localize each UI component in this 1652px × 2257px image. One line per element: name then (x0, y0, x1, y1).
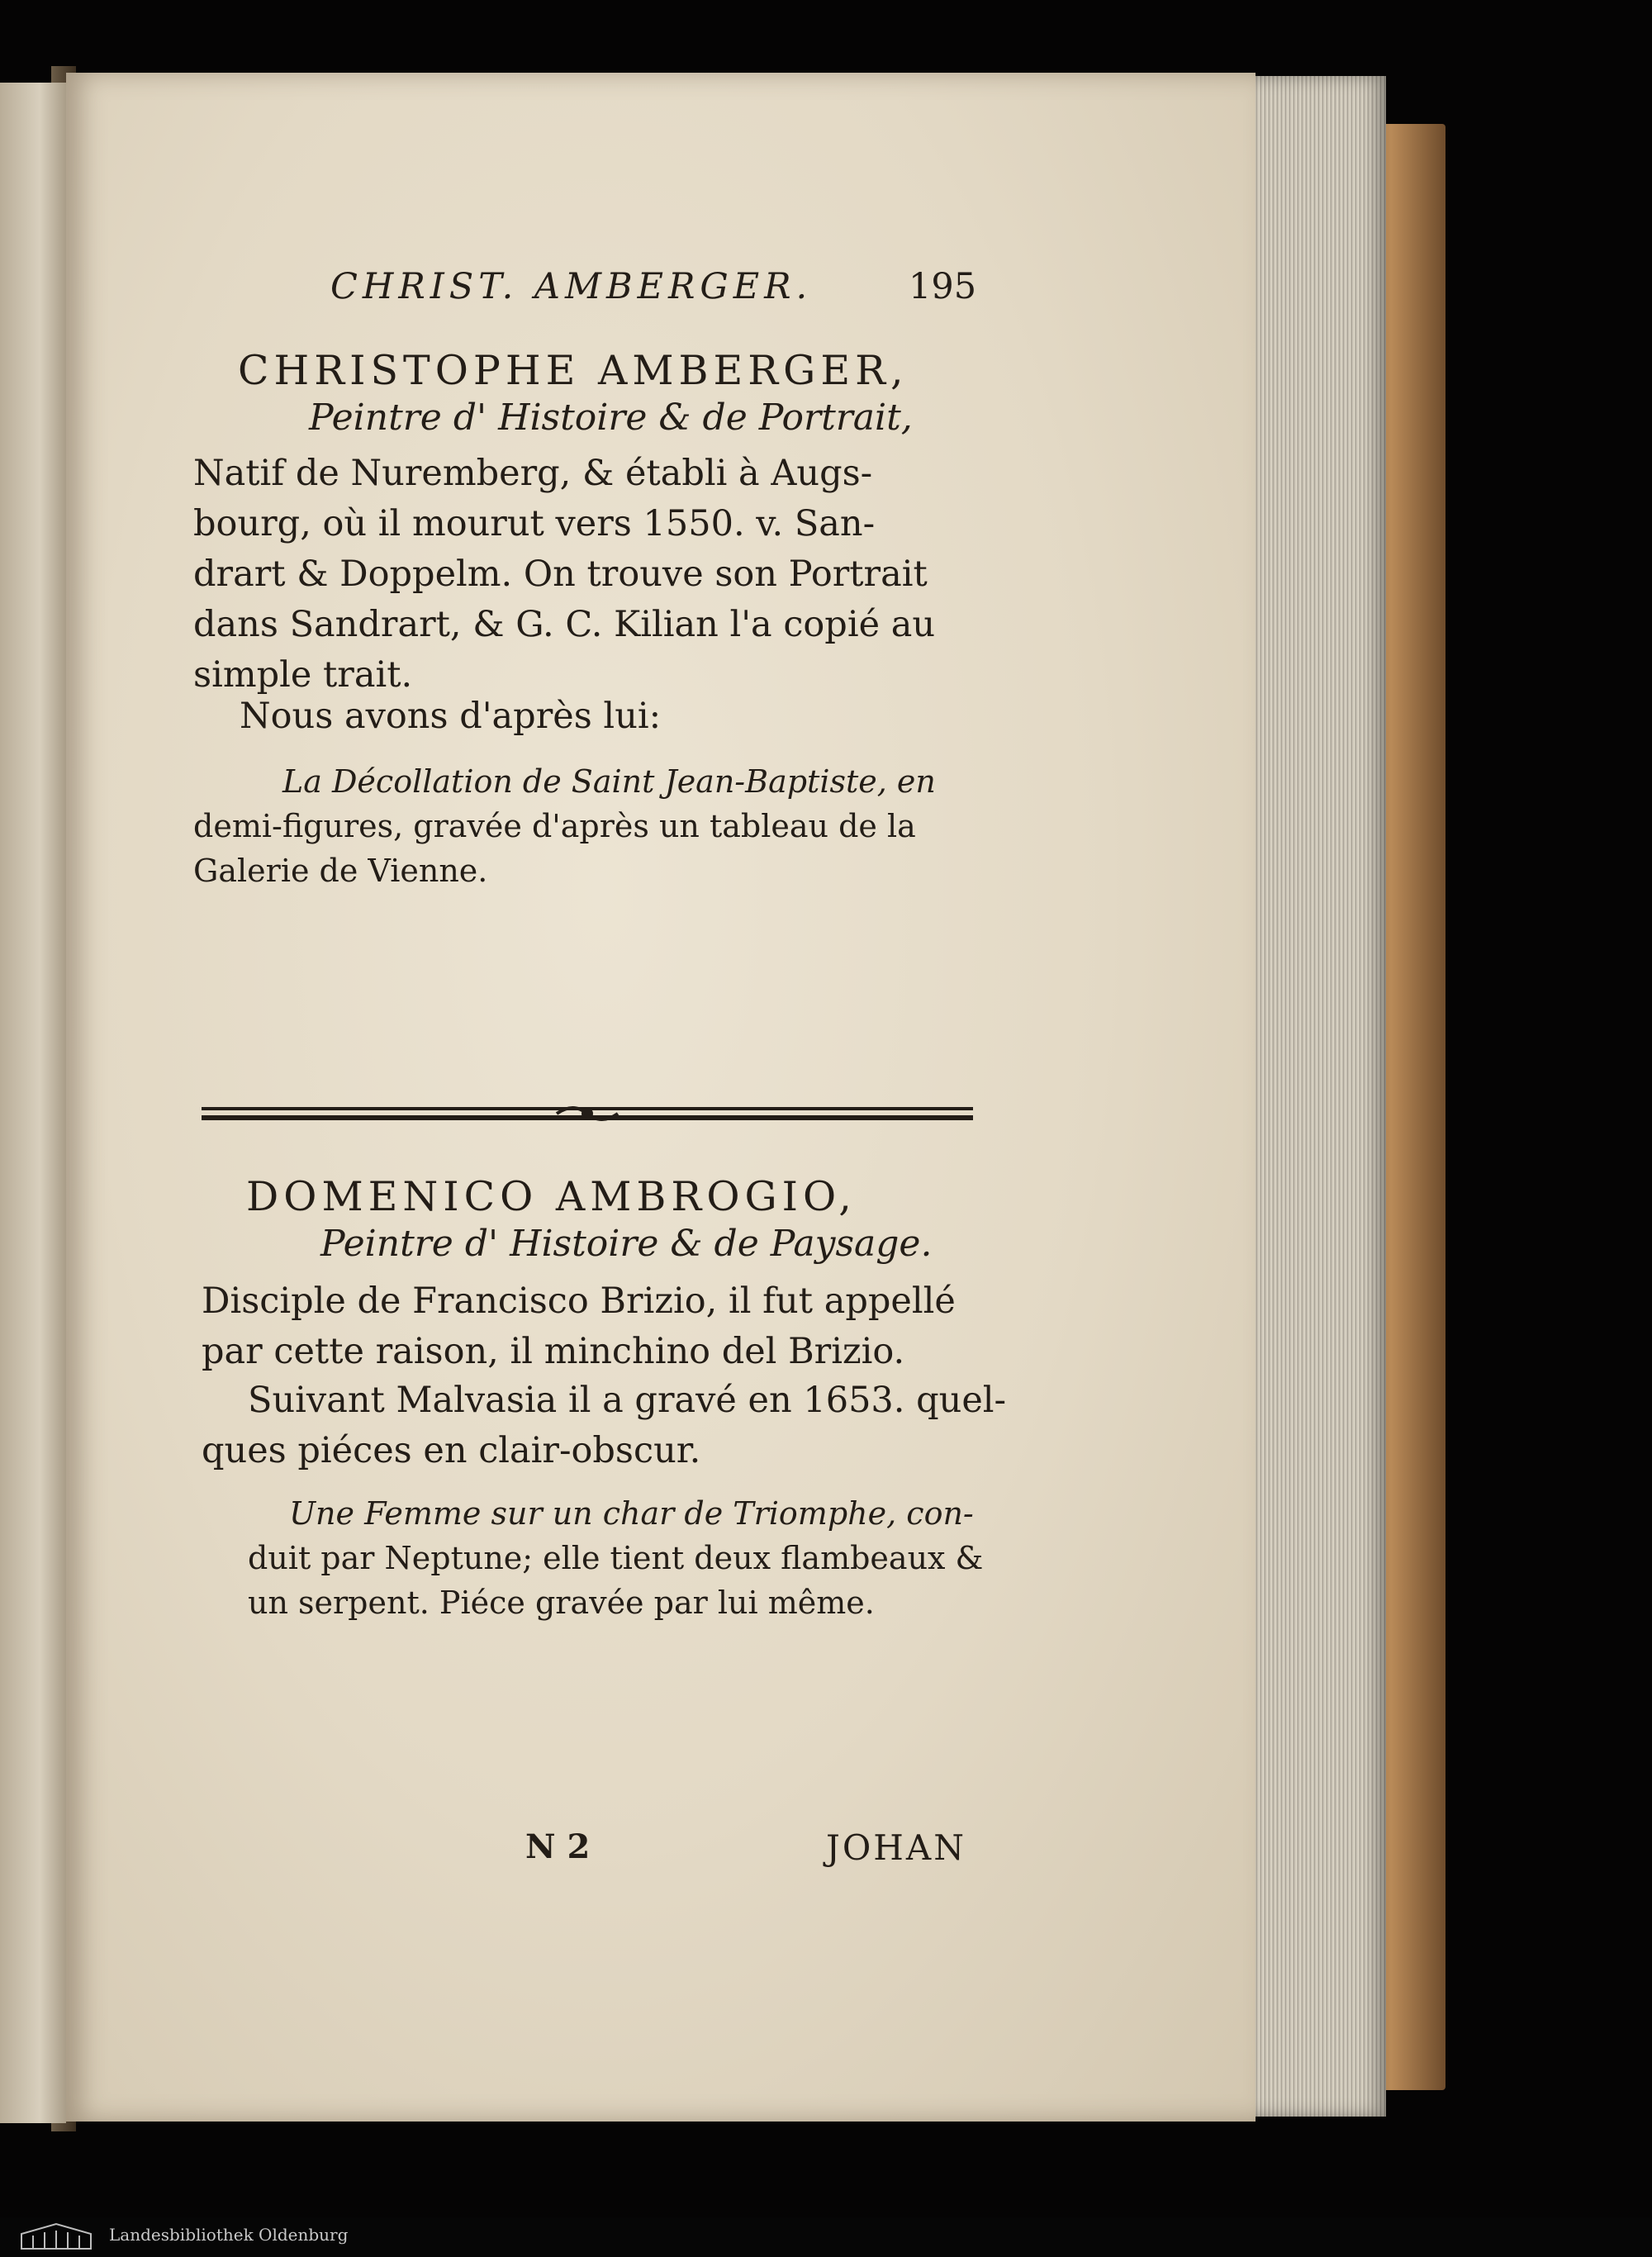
entry-intro: Nous avons d'après lui: (240, 696, 662, 737)
entry-heading: CHRISTOPHE AMBERGER, (238, 347, 909, 394)
page-number: 195 (909, 266, 977, 307)
body-line: dans Sandrart, & G. C. Kilian l'a copié au (193, 604, 936, 645)
library-logo-icon (17, 2221, 96, 2252)
body-line: simple trait. (193, 654, 413, 696)
body-line: ques piéces en clair-obscur. (202, 1430, 701, 1471)
work-line: Une Femme sur un char de Triomphe, con- (289, 1495, 974, 1532)
work-line: duit par Neptune; elle tient deux flambeaux & (248, 1540, 984, 1576)
running-head: CHRIST. AMBERGER. (330, 266, 813, 307)
signature-mark: N 2 (525, 1827, 591, 1866)
work-line: demi-figures, gravée d'après un tableau de la (193, 808, 916, 844)
body-line: drart & Doppelm. On trouve son Portrait (193, 554, 928, 595)
work-line: un serpent. Piéce gravée par lui même. (248, 1585, 875, 1621)
library-name: Landesbibliothek Oldenburg (109, 2225, 349, 2245)
ornamental-rule (202, 1104, 973, 1124)
entry-works (193, 759, 936, 893)
left-page (0, 83, 66, 2123)
entry-body (193, 449, 935, 701)
body-line: Suivant Malvasia il a gravé en 1653. quel- (248, 1380, 1007, 1421)
entry-subtitle: Peintre d' Histoire & de Portrait, (309, 397, 913, 439)
work-line: Galerie de Vienne. (193, 853, 488, 889)
entry-body (202, 1276, 956, 1377)
entry-heading: DOMENICO AMBROGIO, (246, 1173, 857, 1220)
catchword: JOHAN (826, 1827, 966, 1868)
entry-works (248, 1491, 983, 1625)
work-line: La Décollation de Saint Jean-Baptiste, en (282, 763, 936, 800)
body-line: Disciple de Francisco Brizio, il fut appellé (202, 1281, 956, 1322)
body-line: Natif de Nuremberg, & établi à Augs- (193, 453, 873, 494)
entry-paragraph (202, 1376, 1007, 1476)
entry-subtitle: Peintre d' Histoire & de Paysage. (320, 1223, 933, 1265)
body-line: bourg, où il mourut vers 1550. v. San- (193, 503, 876, 544)
body-line: par cette raison, il minchino del Brizio. (202, 1331, 905, 1372)
